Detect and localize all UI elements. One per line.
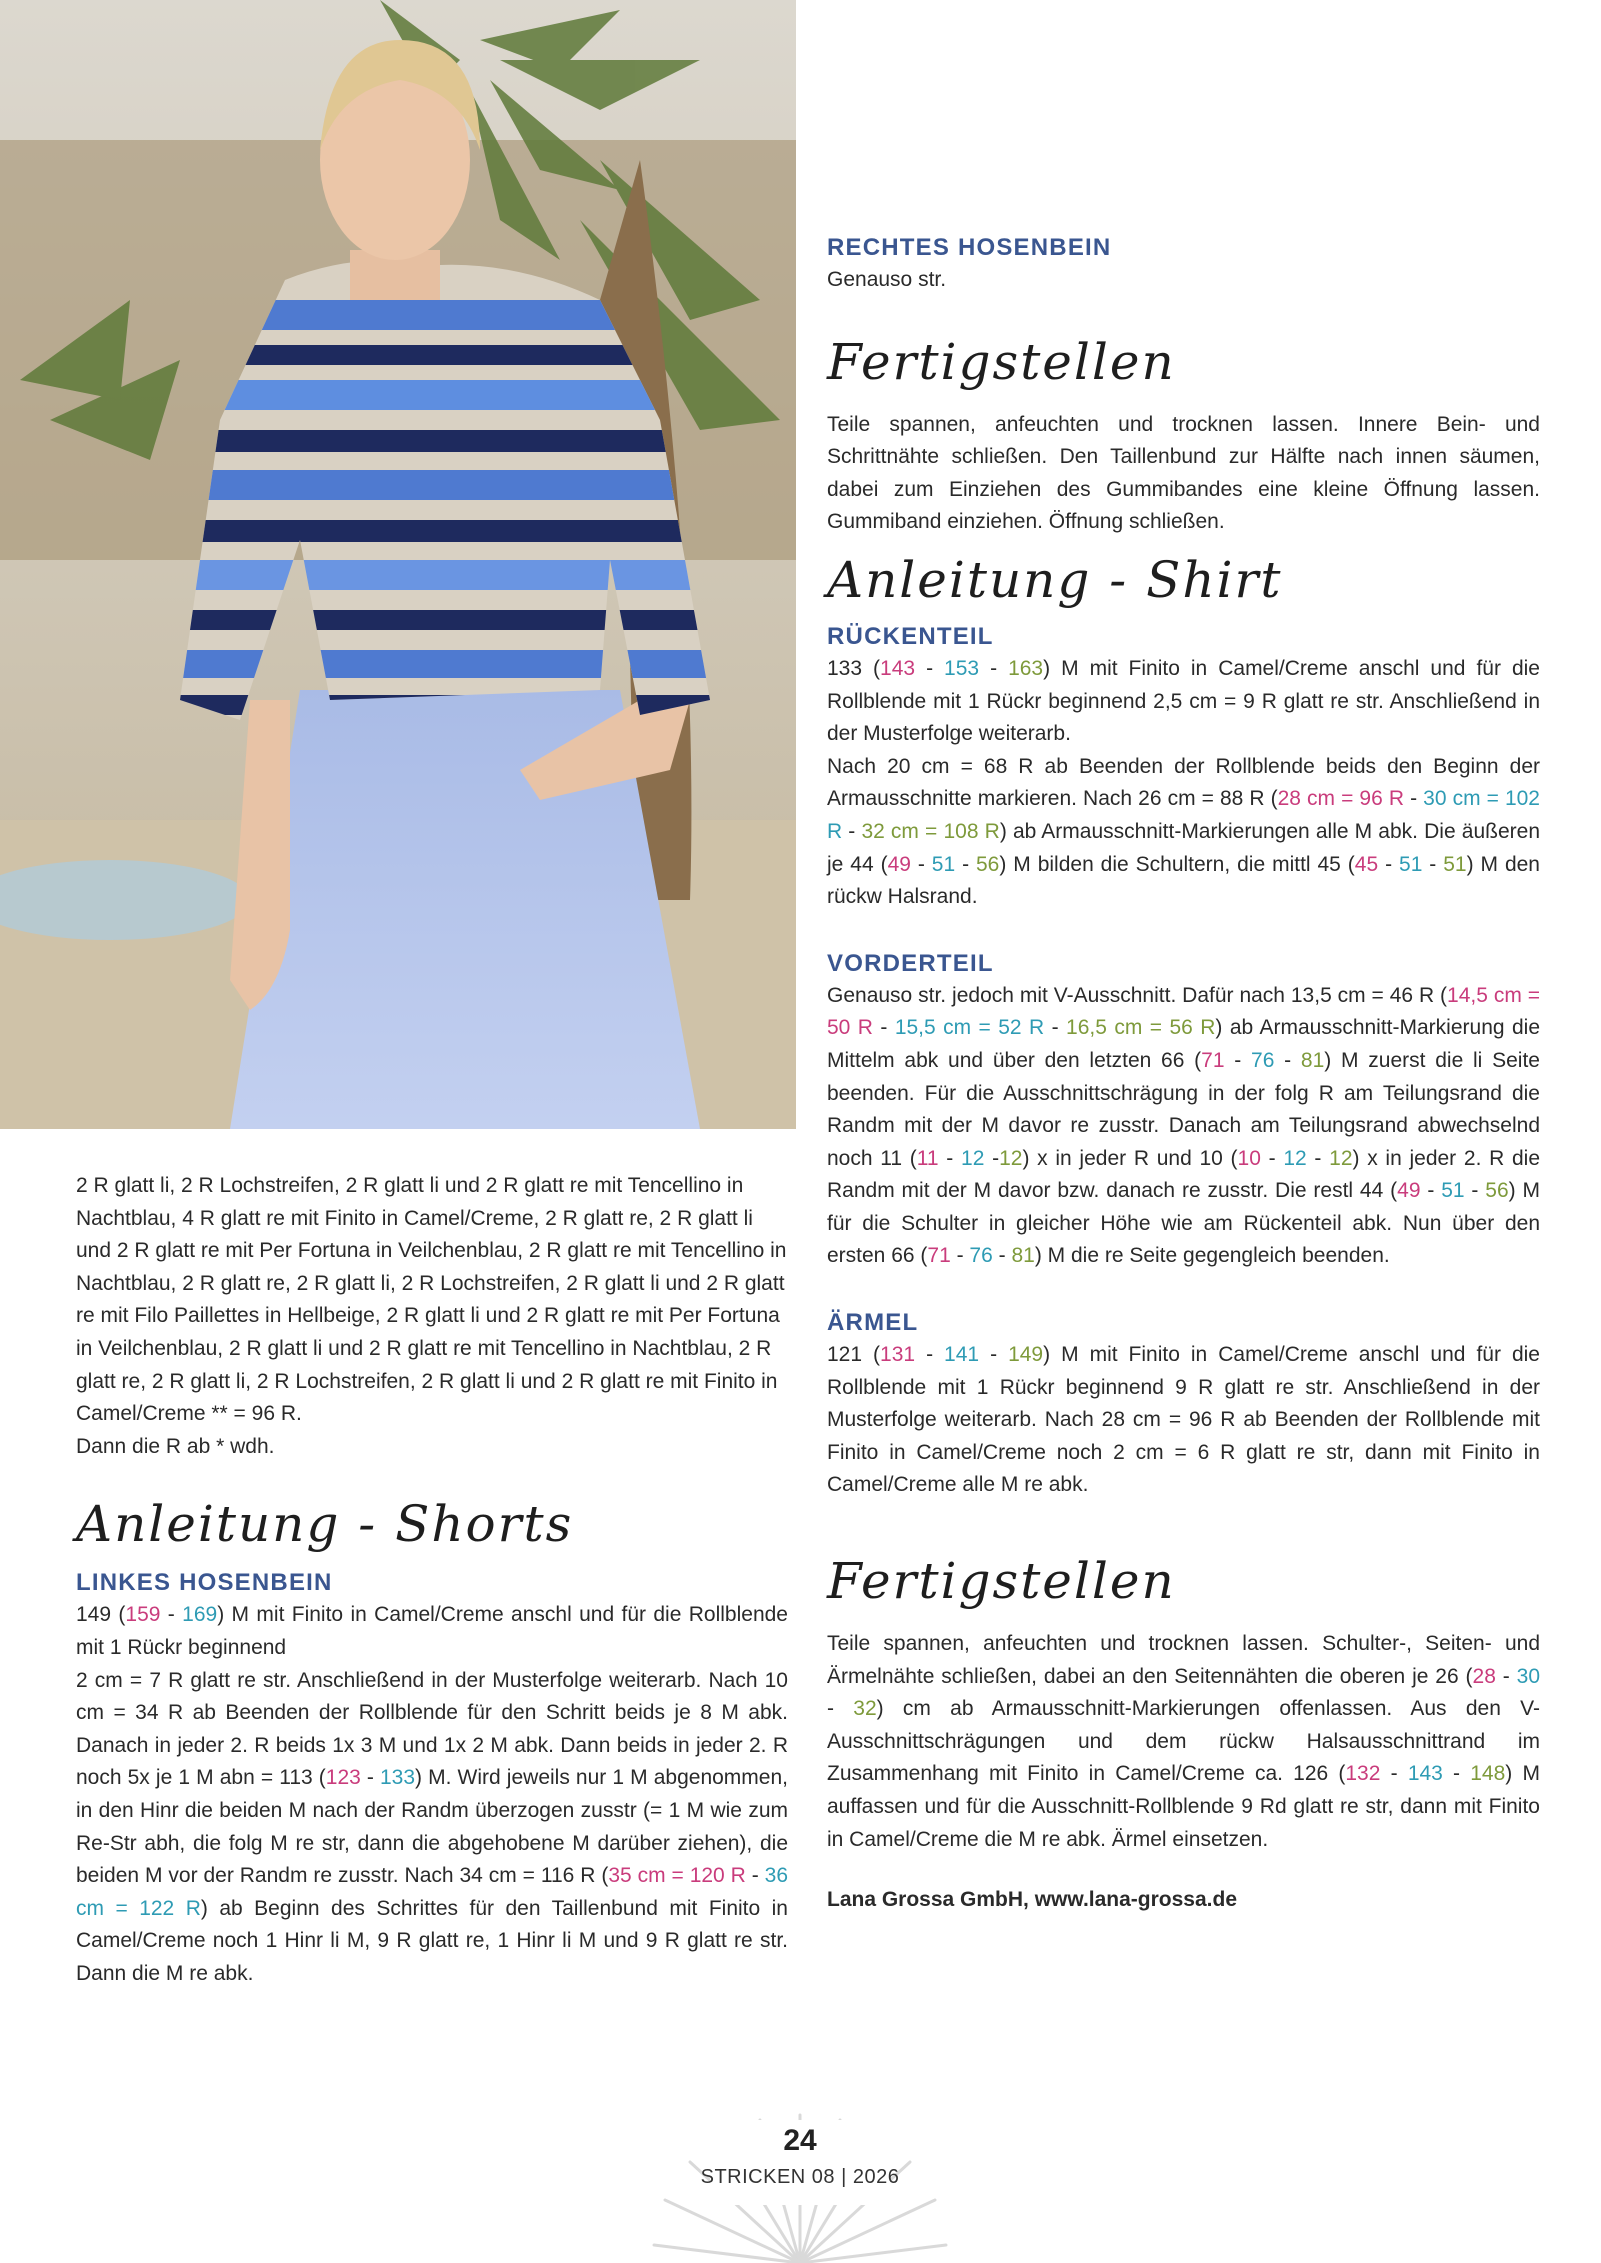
script-title-anleitung-shirt: Anleitung - Shirt: [827, 550, 1283, 609]
script-title-fertigstellen-2: Fertigstellen: [827, 1552, 1176, 1611]
page-number: 24: [783, 2124, 817, 2157]
page-footer: [650, 2110, 950, 2263]
aermel-text: 121 (131 - 141 - 149) M mit Finito in Camel/Creme anschl und für die Rollblende mit 1 Rückr beginnend 9 R glatt re str. Anschließend in der Musterfolge weiterarb. Nach 28 cm = 96 R ab Beenden der Rollblende mit Finito in Camel/Creme noch 2 cm = 6 R glatt re str, dann mit Finito in Camel/Creme alle M re abk.: [827, 1343, 1540, 1497]
fertigstellen-text-2: Teile spannen, anfeuchten und trocknen lassen. Schulter-, Seiten- und Ärmelnähte schließen, dabei an den Seitennähten die oberen je 26 (28 - 30 - 32) cm ab Armausschnitt-Markierungen offenlassen. Aus den V-Ausschnittschrägungen und dem rückw Halsausschnittrand im Zusammenhang mit Finito in Camel/Creme ca. 126 (132 - 143 - 148) M auffassen und für die Ausschnitt-Rollblende 9 Rd glatt re str, dann mit Finito in Camel/Creme die M re abk. Ärmel einsetzen.: [827, 1632, 1540, 1851]
fertigstellen-text-1: Teile spannen, anfeuchten und trocknen lassen. Innere Bein- und Schrittnähte schließen. Den Taillenbund zur Hälfte nach innen säumen, dabei zum Einziehen des Gummibandes eine kleine Öffnung lassen. Gummiband einziehen. Öffnung schließen.: [827, 412, 1540, 534]
credit-line: Lana Grossa GmbH, www.lana-grossa.de: [827, 1888, 1238, 1912]
section-title-rechtes-hosenbein: RECHTES HOSENBEIN: [827, 234, 1112, 261]
rechtes-hosenbein-text: Genauso str.: [827, 268, 947, 291]
knit-sweater-photo: [0, 0, 796, 1129]
rueckenteil-text: 133 (143 - 153 - 163) M mit Finito in Camel/Creme anschl und für die Rollblende mit 1 Rückr beginnend 2,5 cm = 9 R glatt re str. Anschließend in der Musterfolge weiterarb. Nach 20 cm = 68 R ab Beenden der Rollblende beids den Beginn der Armausschnitte markieren. Nach 26 cm = 88 R (28 cm = 96 R - 30 cm = 102 R - 32 cm = 108 R) ab Armausschnitt-Markierungen alle M abk. Die äußeren je 44 (49 - 51 - 56) M bilden die Schultern, die mittl 45 (45 - 51 - 51) M den rückw Halsrand.: [827, 656, 1540, 909]
model-photo: [0, 0, 796, 1129]
stripe-sequence-text: 2 R glatt li, 2 R Lochstreifen, 2 R glatt li und 2 R glatt re mit Tencellino in Nachtblau, 4 R glatt re mit Finito in Camel/Creme, 2 R glatt re, 2 R glatt li und 2 R glatt re mit Per Fortuna in Veilchenblau, 2 R glatt re mit Tencellino in Nachtblau, 2 R glatt re, 2 R glatt li, 2 R Lochstreifen, 2 R glatt li und 2 R glatt re mit Filo Paillettes in Hellbeige, 2 R glatt li und 2 R glatt re mit Per Fortuna in Veilchenblau, 2 R glatt li und 2 R glatt re mit Tencellino in Nachtblau, 2 R glatt re, 2 R glatt li, 2 R Lochstreifen, 2 R glatt li und 2 R glatt re mit Finito in Camel/Creme ** = 96 R.: [76, 1174, 787, 1426]
script-title-fertigstellen: Fertigstellen: [827, 332, 1176, 391]
right-column: [827, 232, 1540, 1917]
section-title-linkes-hosenbein: LINKES HOSENBEIN: [76, 1569, 333, 1597]
linkes-hosenbein-text: 149 (159 - 169) M mit Finito in Camel/Creme anschl und für die Rollblende mit 1 Rückr beginnend 2 cm = 7 R glatt re str. Anschließend in der Musterfolge weiterarb. Nach 10 cm = 34 R ab Beenden der Rollblende für den Schritt beids je 8 M abk. Danach in jeder 2. R beids 1x 3 M und 1x 2 M abk. Dann beids in jeder 2. R noch 5x je 1 M abn = 113 (123 - 133) M. Wird jeweils nur 1 M abgenommen, in den Hinr die beiden M nach der Randm überzogen zusstr (= 1 M wie zum Re-Str abh, die folg M re str, dann die abgehobene M darüber ziehen), die beiden M vor der Randm re zusstr. Nach 34 cm = 116 R (35 cm = 120 R - 36 cm = 122 R) ab Beginn des Schrittes für den Taillenbund mit Finito in Camel/Creme noch 1 Hinr li M, 9 R glatt re, 1 Hinr li M und 9 R glatt re str. Dann die M re abk.: [76, 1603, 788, 1985]
section-title-rueckenteil: RÜCKENTEIL: [827, 622, 994, 650]
vorderteil-text: Genauso str. jedoch mit V-Ausschnitt. Dafür nach 13,5 cm = 46 R (14,5 cm = 50 R - 15,5 cm = 52 R - 16,5 cm = 56 R) ab Armausschnitt-Markierung die Mittelm abk und über den letzten 66 (71 - 76 - 81) M zuerst die li Seite beenden. Für die Ausschnittschrägung in der folg R am Teilungsrand die Randm mit der M davor re zusstr. Danach am Teilungsrand abwechselnd noch 11 (11 - 12 -12) x in jeder R und 10 (10 - 12 - 12) x in jeder 2. R die Randm mit der M davor bzw. danach re zusstr. Die restl 44 (49 - 51 - 56) M für die Schulter in gleicher Höhe wie am Rückenteil abk. Nun über den ersten 66 (71 - 76 - 81) M die re Seite gegengleich beenden.: [827, 983, 1541, 1268]
script-title-anleitung-shorts: Anleitung - Shorts: [76, 1495, 574, 1554]
stripe-sequence-end: Dann die R ab * wdh.: [76, 1434, 275, 1458]
left-column: [76, 1170, 788, 1990]
magazine-issue: STRICKEN 08 | 2026: [700, 2166, 900, 2188]
section-title-aermel: ÄRMEL: [827, 1309, 919, 1337]
section-title-vorderteil: VORDERTEIL: [827, 949, 994, 977]
